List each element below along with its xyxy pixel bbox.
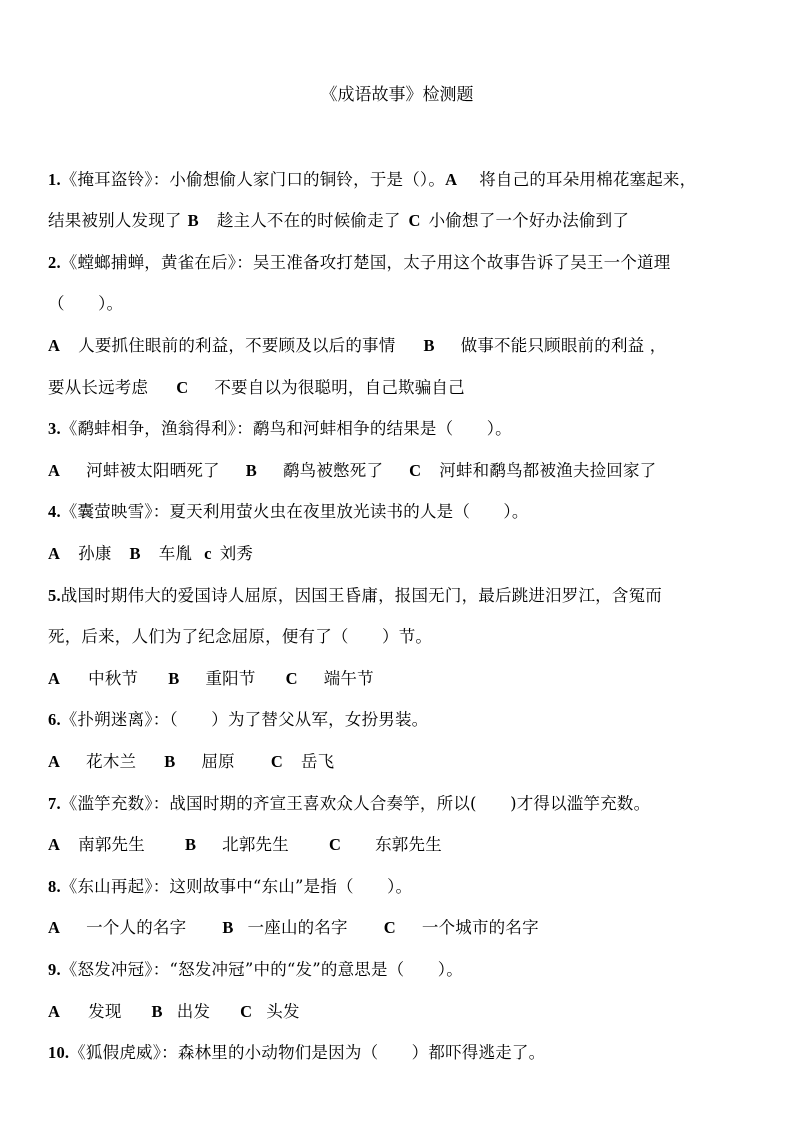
question-2-line-2 [48, 290, 758, 314]
question-number: 6. [48, 710, 61, 729]
option-text: 北郭先生 [222, 835, 289, 854]
question-2-line-1 [48, 249, 758, 273]
option-text: 中秋节 [88, 669, 139, 688]
option-letter: C [328, 835, 342, 854]
question-stem: 《滥竽充数》：战国时期的齐宣王喜欢众人合奏竽，所以( )才得以滥竽充数。 [60, 794, 651, 813]
option-text: 河蚌被太阳晒死了 [86, 461, 220, 480]
option-letter: C [176, 378, 189, 397]
option-text: 车胤 [158, 544, 193, 563]
option-letter: A [48, 1002, 61, 1021]
question-stem: 战国时期伟大的爱国诗人屈原，因国王昏庸，报国无门，最后跳进汨罗江，含冤而 [60, 586, 662, 605]
option-letter: A [48, 752, 61, 771]
question-4-options [48, 540, 758, 564]
question-9-line-1 [48, 956, 758, 980]
option-letter: C [409, 461, 422, 480]
question-number: 4. [48, 502, 61, 521]
option-letter: B [164, 752, 176, 771]
option-text: 东郭先生 [375, 835, 442, 854]
question-7-line-1 [48, 790, 758, 814]
option-text: 人要抓住眼前的利益，不要顾及以后的事情 [78, 336, 396, 355]
option-text: 发现 [88, 1002, 122, 1021]
question-number: 2. [48, 253, 61, 272]
option-text: 要从长远考虑 [48, 378, 149, 397]
option-text: 孙康 [78, 544, 112, 563]
option-text: 一个城市的名字 [421, 918, 539, 937]
question-stem: 《鹬蚌相争，渔翁得利》：鹬鸟和河蚌相争的结果是（ ）。 [60, 419, 512, 438]
question-5-line-2 [48, 623, 758, 647]
option-letter: C [240, 1002, 253, 1021]
option-letter: C [285, 669, 298, 688]
option-letter: A [48, 461, 61, 480]
question-stem-continued: 死，后来，人们为了纪念屈原，便有了（ ）节。 [48, 627, 433, 646]
option-text: 不要自以为很聪明，自己欺骗自己 [214, 378, 465, 397]
option-letter: c [204, 544, 212, 563]
page-title: 《成语故事》检测题 [320, 85, 474, 105]
question-3-line-1 [48, 415, 758, 439]
option-text: 重阳节 [205, 669, 256, 688]
question-number: 5. [48, 586, 61, 605]
option-text: 做事不能只顾眼前的利益 ， [460, 336, 667, 355]
question-stem-continued: （ ）。 [48, 294, 124, 313]
question-stem: 《怒发冲冠》：“怒发冲冠”中的“发”的意思是（ ）。 [60, 960, 463, 979]
question-number: 1. [48, 170, 61, 189]
option-text: 趁主人不在的时候偷走了 [216, 211, 401, 230]
question-stem: 《螳螂捕蝉，黄雀在后》：吴王准备攻打楚国，太子用这个故事告诉了吴王一个道理 [60, 253, 671, 272]
option-letter: B [151, 1002, 163, 1021]
question-5-options [48, 665, 758, 689]
question-8-line-1 [48, 873, 758, 897]
question-7-options [48, 831, 758, 855]
question-number: 3. [48, 419, 61, 438]
question-9-options [48, 998, 758, 1022]
option-letter: B [129, 544, 141, 563]
option-text: 屈原 [201, 752, 235, 771]
option-text: 头发 [266, 1002, 300, 1021]
option-text: 刘秀 [219, 544, 254, 563]
option-letter: A [48, 835, 61, 854]
question-5-line-1 [48, 582, 758, 606]
option-letter: B [187, 211, 199, 230]
question-6-line-1 [48, 706, 758, 730]
option-text: 南郭先生 [78, 835, 145, 854]
option-text: 鹬鸟被憋死了 [282, 461, 384, 480]
question-3-options [48, 457, 758, 481]
question-stem: 《东山再起》：这则故事中“东山”是指（ ）。 [60, 877, 413, 896]
option-text: 出发 [176, 1002, 211, 1021]
question-number: 7. [48, 794, 61, 813]
option-letter: A [445, 170, 458, 189]
option-text: 花木兰 [86, 752, 137, 771]
question-4-line-1 [48, 498, 758, 522]
question-2-options-line-1 [48, 332, 758, 356]
question-8-options [48, 914, 758, 938]
question-2-options-line-2 [48, 374, 758, 398]
question-number: 8. [48, 877, 61, 896]
question-10-line-1 [48, 1039, 758, 1063]
option-letter: A [48, 336, 61, 355]
option-letter: C [383, 918, 396, 937]
question-6-options [48, 748, 758, 772]
option-letter: B [222, 918, 234, 937]
option-letter: C [408, 211, 421, 230]
option-letter: B [168, 669, 180, 688]
option-text: 结果被别人发现了 [48, 211, 182, 230]
question-stem: 《囊萤映雪》：夏天利用萤火虫在夜里放光读书的人是（ ）。 [60, 502, 529, 521]
option-letter: C [270, 752, 283, 771]
option-text: 端午节 [323, 669, 374, 688]
question-1-line-1 [48, 166, 758, 190]
question-1-line-2 [48, 207, 758, 231]
question-number: 10. [48, 1043, 70, 1062]
option-letter: B [423, 336, 435, 355]
option-letter: B [245, 461, 257, 480]
option-text: 将自己的耳朵用棉花塞起来， [479, 170, 697, 189]
option-text: 一个人的名字 [86, 918, 187, 937]
option-letter: A [48, 669, 61, 688]
option-text: 小偷想了一个好办法偷到了 [428, 211, 630, 230]
option-letter: B [184, 835, 197, 854]
question-stem: 《掩耳盗铃》：小偷想偷人家门口的铜铃，于是（）。 [60, 170, 446, 189]
question-stem: 《狐假虎威》：森林里的小动物们是因为（ ）都吓得逃走了。 [69, 1043, 546, 1062]
option-text: 一座山的名字 [247, 918, 348, 937]
option-letter: A [48, 918, 61, 937]
option-text: 岳飞 [300, 752, 335, 771]
question-number: 9. [48, 960, 61, 979]
question-stem: 《扑朔迷离》：（ ）为了替父从军，女扮男装。 [60, 710, 429, 729]
option-text: 河蚌和鹬鸟都被渔夫捡回家了 [439, 461, 657, 480]
option-letter: A [48, 544, 61, 563]
